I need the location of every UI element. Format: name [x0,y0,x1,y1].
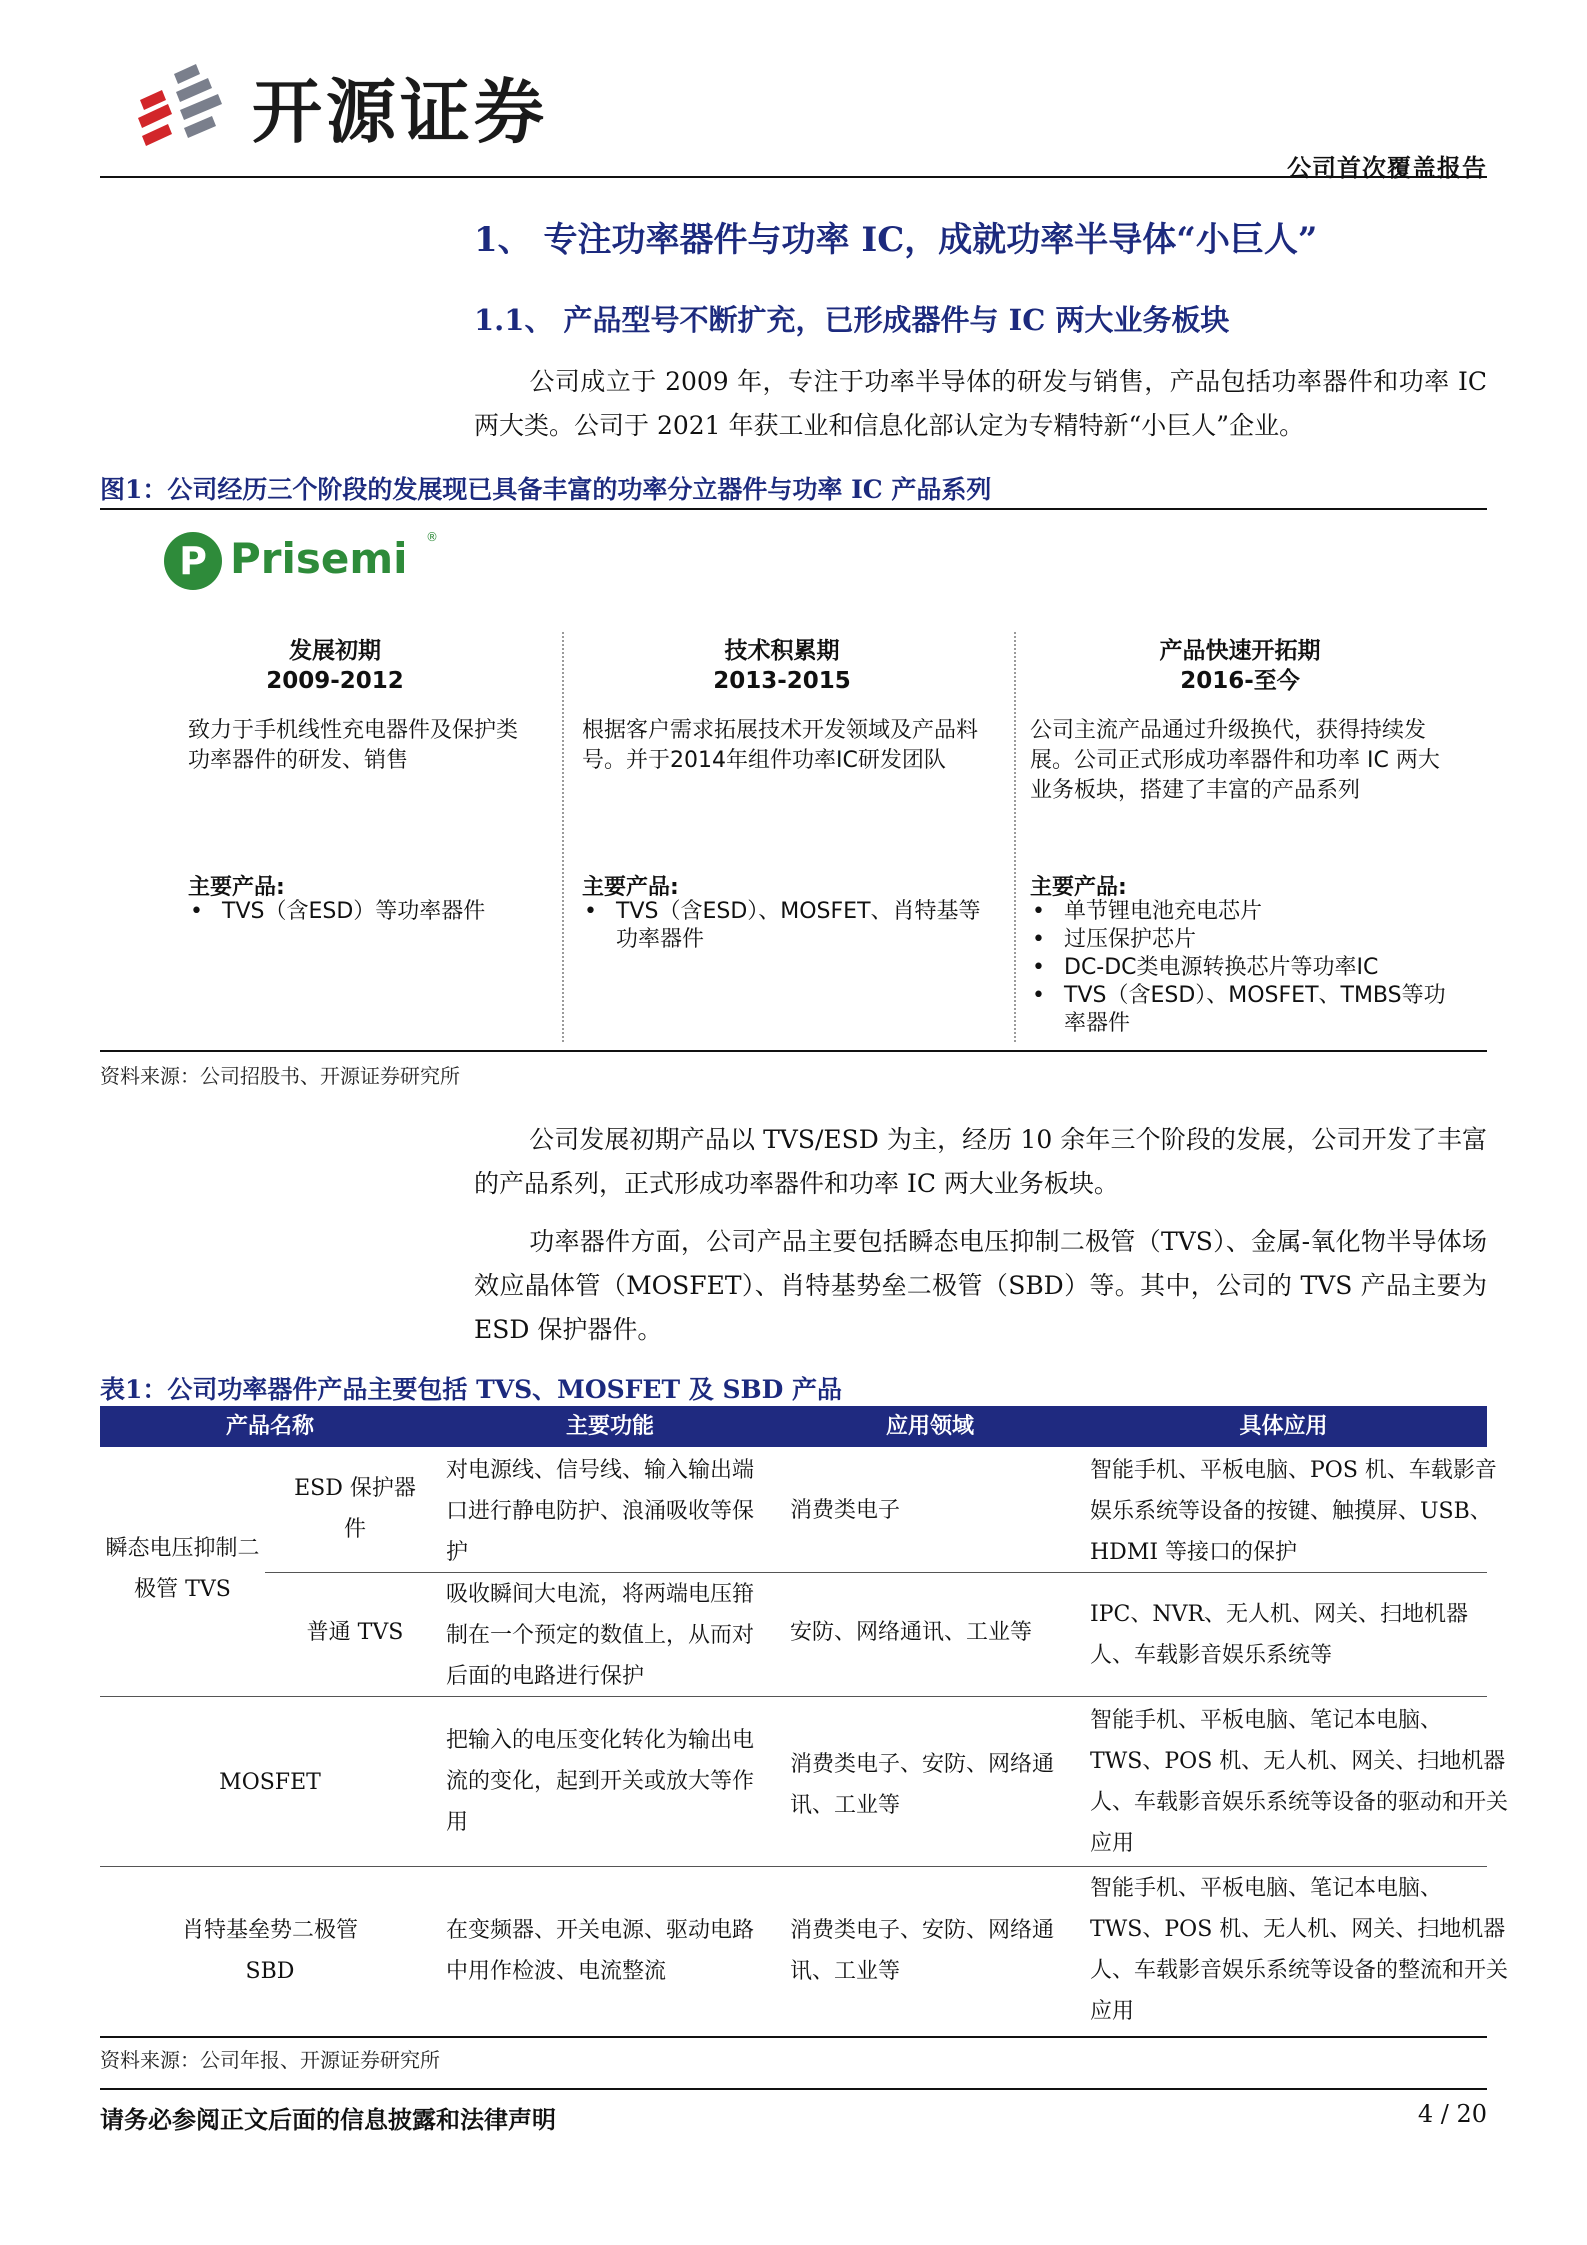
table-row-name: 肖特基垒势二极管 SBD [181,1918,358,1984]
intro-paragraph: 公司成立于 2009 年，专注于功率半导体的研发与销售，产品包括功率器件和功率 IC 两大类。公司于 2021 年获工业和信息化部认定为专精特新“小巨人”企业。 [474,367,1487,440]
list-item: • TVS（含ESD）等功率器件 [188,898,538,926]
page-number: 4 / 20 [1417,2100,1487,2128]
column-header: 产品名称 [225,1413,314,1439]
table-row-field: 消费类电子 [790,1498,901,1523]
brand-logo [132,52,592,152]
table-row-function: 吸收瞬间大电流，将两端电压箝制在一个预定的数值上，从而对后面的电路进行保护 [446,1582,755,1689]
stage-1-period: 2009-2012 [266,668,404,694]
subsection-heading: 1.1、 产品型号不断扩充，已形成器件与 IC 两大业务板块 [474,303,1230,337]
list-item: • 单节锂电池充电芯片 [1030,898,1450,926]
tvs-group-label: 瞬态电压抑制二极管 TVS [105,1536,260,1602]
prisemi-wordmark: Prisemi [230,534,408,583]
table-row-application: 智能手机、平板电脑、笔记本电脑、TWS、POS 机、无人机、网关、扫地机器人、车载影音娱乐系统等设备的驱动和开关应用 [1090,1708,1509,1856]
brand-name: 开源证券 [252,71,548,153]
stage-2-name: 技术积累期 [724,638,840,664]
list-item: • 过压保护芯片 [1030,926,1450,954]
list-item: • DC-DC类电源转换芯片等功率IC [1030,954,1450,982]
table-row-function: 把输入的电压变化转化为输出电流的变化，起到开关或放大等作用 [446,1728,755,1835]
stage-3-products [1030,898,1450,1038]
table-row-field: 消费类电子、安防、网络通讯、工业等 [790,1752,1055,1818]
figure-caption: 图1：公司经历三个阶段的发展现已具备丰富的功率分立器件与功率 IC 产品系列 [100,475,992,504]
table-row-application: 智能手机、平板电脑、笔记本电脑、TWS、POS 机、无人机、网关、扫地机器人、车载影音娱乐系统等设备的整流和开关应用 [1090,1876,1509,2024]
stage-1-products-title: 主要产品: [188,875,285,900]
stage-2-header [582,636,982,696]
stage-2-products [582,898,982,954]
table-row-function: 对电源线、信号线、输入输出端口进行静电防护、浪涌吸收等保护 [446,1458,755,1565]
stage-3-description: 公司主流产品通过升级换代，获得持续发展。公司正式形成功率器件和功率 IC 两大业务板块，搭建了丰富的产品系列 [1030,718,1440,803]
figure-top-rule [100,508,1487,510]
prisemi-p-icon: P [164,532,222,590]
table-row-name: MOSFET [219,1770,321,1795]
figure-bottom-rule [100,1050,1487,1052]
list-item: • TVS（含ESD）、MOSFET、TMBS等功率器件 [1030,982,1450,1038]
stage-divider [562,632,564,1042]
section-heading: 1、 专注功率器件与功率 IC，成就功率半导体“小巨人” [474,220,1318,260]
stage-3-header [1040,636,1440,696]
table-row-function: 在变频器、开关电源、驱动电路中用作检波、电流整流 [446,1918,755,1984]
table-row-field: 安防、网络通讯、工业等 [790,1620,1033,1645]
registered-mark: ® [426,530,438,544]
table-row-application: IPC、NVR、无人机、网关、扫地机器人、车载影音娱乐系统等 [1090,1602,1469,1668]
table-source: 资料来源：公司年报、开源证券研究所 [100,2048,440,2072]
stage-3-products-title: 主要产品: [1030,875,1127,900]
table-row-application: 智能手机、平板电脑、POS 机、车载影音娱乐系统等设备的按键、触摸屏、USB、HDMI 等接口的保护 [1090,1458,1497,1565]
column-header: 具体应用 [1239,1413,1328,1439]
footer-divider [100,2088,1487,2090]
footer-disclaimer: 请务必参阅正文后面的信息披露和法律声明 [100,2105,556,2134]
paragraph-3: 功率器件方面，公司产品主要包括瞬态电压抑制二极管（TVS）、金属-氧化物半导体场效应晶体管（MOSFET）、肖特基势垒二极管（SBD）等。其中，公司的 TVS 产品主要为 ESD 保护器件。 [474,1227,1487,1344]
stage-1-header [135,636,535,696]
figure-source: 资料来源：公司招股书、开源证券研究所 [100,1064,460,1088]
brand-mark-icon [132,60,232,150]
stage-1-name: 发展初期 [289,638,381,664]
table-row-name: 普通 TVS [306,1620,404,1645]
report-type: 公司首次覆盖报告 [1287,153,1487,182]
column-header: 主要功能 [565,1413,654,1439]
header-divider [100,176,1487,178]
table-row-field: 消费类电子、安防、网络通讯、工业等 [790,1918,1055,1984]
list-item: • TVS（含ESD）、MOSFET、肖特基等功率器件 [582,898,982,954]
stage-2-period: 2013-2015 [713,668,851,694]
row-divider [100,1866,1487,1867]
table-row-name: ESD 保护器件 [294,1476,416,1542]
stage-3-name: 产品快速开拓期 [1159,638,1321,664]
stage-3-period: 2016-至今 [1180,668,1300,694]
stage-1-products [188,898,538,926]
row-divider [265,1572,1487,1573]
column-header: 应用领域 [885,1413,974,1439]
paragraph-2: 公司发展初期产品以 TVS/ESD 为主，经历 10 余年三个阶段的发展，公司开发了丰富的产品系列，正式形成功率器件和功率 IC 两大业务板块。 [474,1125,1487,1198]
table-bottom-rule [100,2036,1487,2038]
row-divider [100,1696,1487,1697]
table-caption: 表1：公司功率器件产品主要包括 TVS、MOSFET 及 SBD 产品 [100,1375,843,1404]
stage-divider [1014,632,1016,1042]
stage-1-description: 致力于手机线性充电器件及保护类功率器件的研发、销售 [188,718,519,773]
stage-2-products-title: 主要产品: [582,875,679,900]
table-header-row [100,1406,1487,1447]
stage-2-description: 根据客户需求拓展技术开发领域及产品料号。并于2014年组件功率IC研发团队 [582,718,979,773]
